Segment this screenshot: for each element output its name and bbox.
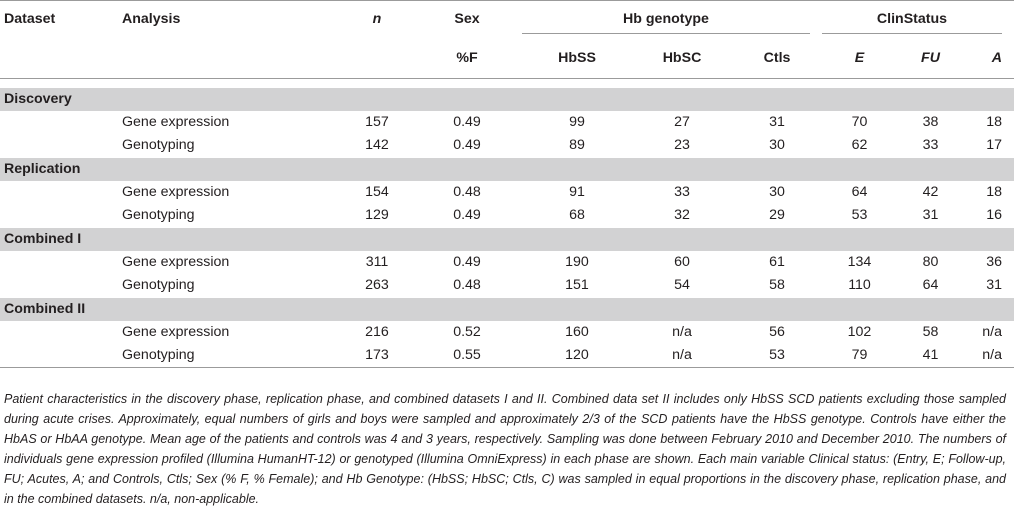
table-row bbox=[0, 181, 1014, 204]
cell-ctls: 53 bbox=[732, 344, 822, 368]
cell-hbsc: 54 bbox=[674, 277, 690, 293]
cell-a: 36 bbox=[986, 254, 1002, 270]
col-header-a: A bbox=[964, 38, 1014, 79]
col-header-clinstatus: ClinStatus bbox=[822, 1, 1014, 38]
cell-a: n/a bbox=[964, 344, 1014, 368]
cell-fu: 42 bbox=[922, 184, 939, 200]
cell-fu: 33 bbox=[922, 137, 939, 153]
col-header-e: E bbox=[822, 38, 897, 79]
cell-analysis: Genotyping bbox=[122, 207, 195, 223]
group-row bbox=[0, 228, 1014, 252]
table-row bbox=[0, 134, 1014, 158]
cell-pct-f: 0.49 bbox=[453, 254, 481, 270]
cell-pct-f: 0.52 bbox=[453, 324, 481, 340]
cell-analysis: Gene expression bbox=[122, 254, 230, 270]
cell-fu: 58 bbox=[922, 324, 939, 340]
header-row-top bbox=[0, 1, 1014, 38]
cell-a: 17 bbox=[986, 137, 1002, 153]
cell-fu: 41 bbox=[897, 344, 964, 368]
cell-fu: 64 bbox=[922, 277, 939, 293]
group-label: Combined I bbox=[0, 228, 1014, 252]
table-row bbox=[0, 111, 1014, 134]
cell-ctls: 31 bbox=[769, 114, 785, 130]
table-row bbox=[0, 251, 1014, 274]
cell-hbss: 190 bbox=[565, 254, 589, 270]
cell-analysis: Genotyping bbox=[122, 137, 195, 153]
cell-n: 157 bbox=[365, 114, 389, 130]
col-header-ctls: Ctls bbox=[732, 38, 822, 79]
col-header-pct-f: %F bbox=[412, 38, 522, 79]
table-row bbox=[0, 204, 1014, 228]
cell-pct-f: 0.55 bbox=[412, 344, 522, 368]
cell-a: 31 bbox=[986, 277, 1002, 293]
cell-e: 134 bbox=[847, 254, 872, 270]
cell-hbss: 68 bbox=[569, 207, 585, 223]
cell-e: 79 bbox=[822, 344, 897, 368]
group-row bbox=[0, 88, 1014, 112]
cell-n: 216 bbox=[365, 324, 389, 340]
col-header-hbsc: HbSC bbox=[632, 38, 732, 79]
col-header-dataset: Dataset bbox=[4, 11, 56, 27]
cell-n: 142 bbox=[365, 137, 389, 153]
cell-a: n/a bbox=[982, 324, 1002, 340]
cell-ctls: 30 bbox=[769, 137, 785, 153]
cell-ctls: 56 bbox=[769, 324, 785, 340]
cell-hbss: 120 bbox=[522, 344, 632, 368]
cell-hbss: 160 bbox=[565, 324, 589, 340]
cell-e: 70 bbox=[851, 114, 868, 130]
cell-a: 18 bbox=[986, 114, 1002, 130]
cell-hbss: 91 bbox=[569, 184, 585, 200]
cell-hbsc: 32 bbox=[674, 207, 690, 223]
col-header-analysis: Analysis bbox=[122, 11, 181, 27]
cell-ctls: 58 bbox=[769, 277, 785, 293]
cell-n: 154 bbox=[365, 184, 389, 200]
group-label: Combined II bbox=[0, 298, 1014, 322]
col-header-fu: FU bbox=[897, 38, 964, 79]
cell-ctls: 29 bbox=[769, 207, 785, 223]
cell-e: 110 bbox=[848, 277, 871, 293]
group-label: Replication bbox=[0, 158, 1014, 182]
col-header-n: n bbox=[372, 11, 382, 27]
cell-hbsc: 23 bbox=[674, 137, 690, 153]
group-row bbox=[0, 298, 1014, 322]
cell-a: 16 bbox=[986, 207, 1002, 223]
table-body bbox=[0, 88, 1014, 368]
cell-analysis: Gene expression bbox=[122, 114, 230, 130]
cell-pct-f: 0.48 bbox=[453, 184, 481, 200]
cell-fu: 80 bbox=[922, 254, 939, 270]
cell-n: 173 bbox=[342, 344, 412, 368]
cell-n: 263 bbox=[365, 277, 389, 293]
table-footnote: Patient characteristics in the discovery phase, replication phase, and combined datasets I and II. Combined data set II includes only HbSS SCD patients excluding those sampled during acute crises. Approximately, equal numbers of girls and boys were sampled and approximately 2/3 of the SCD patients have the HbSS genotype. Controls have either the HbAS or HbAA genotype. Mean age of the patients and controls was 4 and 3 years, respectively. Sampling was done between February 2010 and December 2010. The numbers of individuals gene expression profiled (Illumina HumanHT-12) or genotyped (Illumina OmniExpress) in each phase are shown. Each main variable Clinical status: (Entry, E; Follow-up, FU; Acutes, A; and Controls, Ctls; Sex (% F, % Female); and Hb Genotype: (HbSS; HbSC; Ctls, C) was sampled in equal proportions in the discovery phase, replication phase, and in the combined datasets. n/a, non-applicable. bbox=[4, 391, 1006, 506]
table-row bbox=[0, 274, 1014, 298]
group-label: Discovery bbox=[0, 88, 1014, 112]
cell-e: 64 bbox=[851, 184, 868, 200]
cell-n: 311 bbox=[365, 254, 389, 270]
header-row-sub bbox=[0, 38, 1014, 79]
col-header-hbss: HbSS bbox=[522, 38, 632, 79]
group-row bbox=[0, 158, 1014, 182]
cell-hbsc: n/a bbox=[672, 324, 692, 340]
cell-a: 18 bbox=[986, 184, 1002, 200]
cell-hbsc: n/a bbox=[632, 344, 732, 368]
cell-hbss: 151 bbox=[565, 277, 589, 293]
cell-analysis: Genotyping bbox=[122, 344, 342, 368]
cell-e: 102 bbox=[847, 324, 872, 340]
col-header-sex: Sex bbox=[454, 11, 480, 27]
cell-pct-f: 0.48 bbox=[453, 277, 481, 293]
cell-n: 129 bbox=[365, 207, 389, 223]
cell-ctls: 61 bbox=[769, 254, 785, 270]
table-row bbox=[0, 344, 1014, 368]
cell-analysis: Gene expression bbox=[122, 184, 230, 200]
table-row bbox=[0, 321, 1014, 344]
cell-pct-f: 0.49 bbox=[453, 114, 481, 130]
cell-ctls: 30 bbox=[769, 184, 785, 200]
cell-hbss: 89 bbox=[569, 137, 585, 153]
cell-hbsc: 33 bbox=[674, 184, 690, 200]
cell-e: 62 bbox=[851, 137, 868, 153]
cell-analysis: Genotyping bbox=[122, 277, 195, 293]
cell-analysis: Gene expression bbox=[122, 324, 230, 340]
cell-hbsc: 60 bbox=[674, 254, 690, 270]
col-header-hb-genotype: Hb genotype bbox=[522, 1, 822, 38]
cell-hbss: 99 bbox=[569, 114, 585, 130]
cell-pct-f: 0.49 bbox=[453, 207, 481, 223]
cell-fu: 31 bbox=[922, 207, 939, 223]
cell-fu: 38 bbox=[922, 114, 939, 130]
cell-e: 53 bbox=[851, 207, 868, 223]
cell-hbsc: 27 bbox=[674, 114, 690, 130]
cell-pct-f: 0.49 bbox=[453, 137, 481, 153]
